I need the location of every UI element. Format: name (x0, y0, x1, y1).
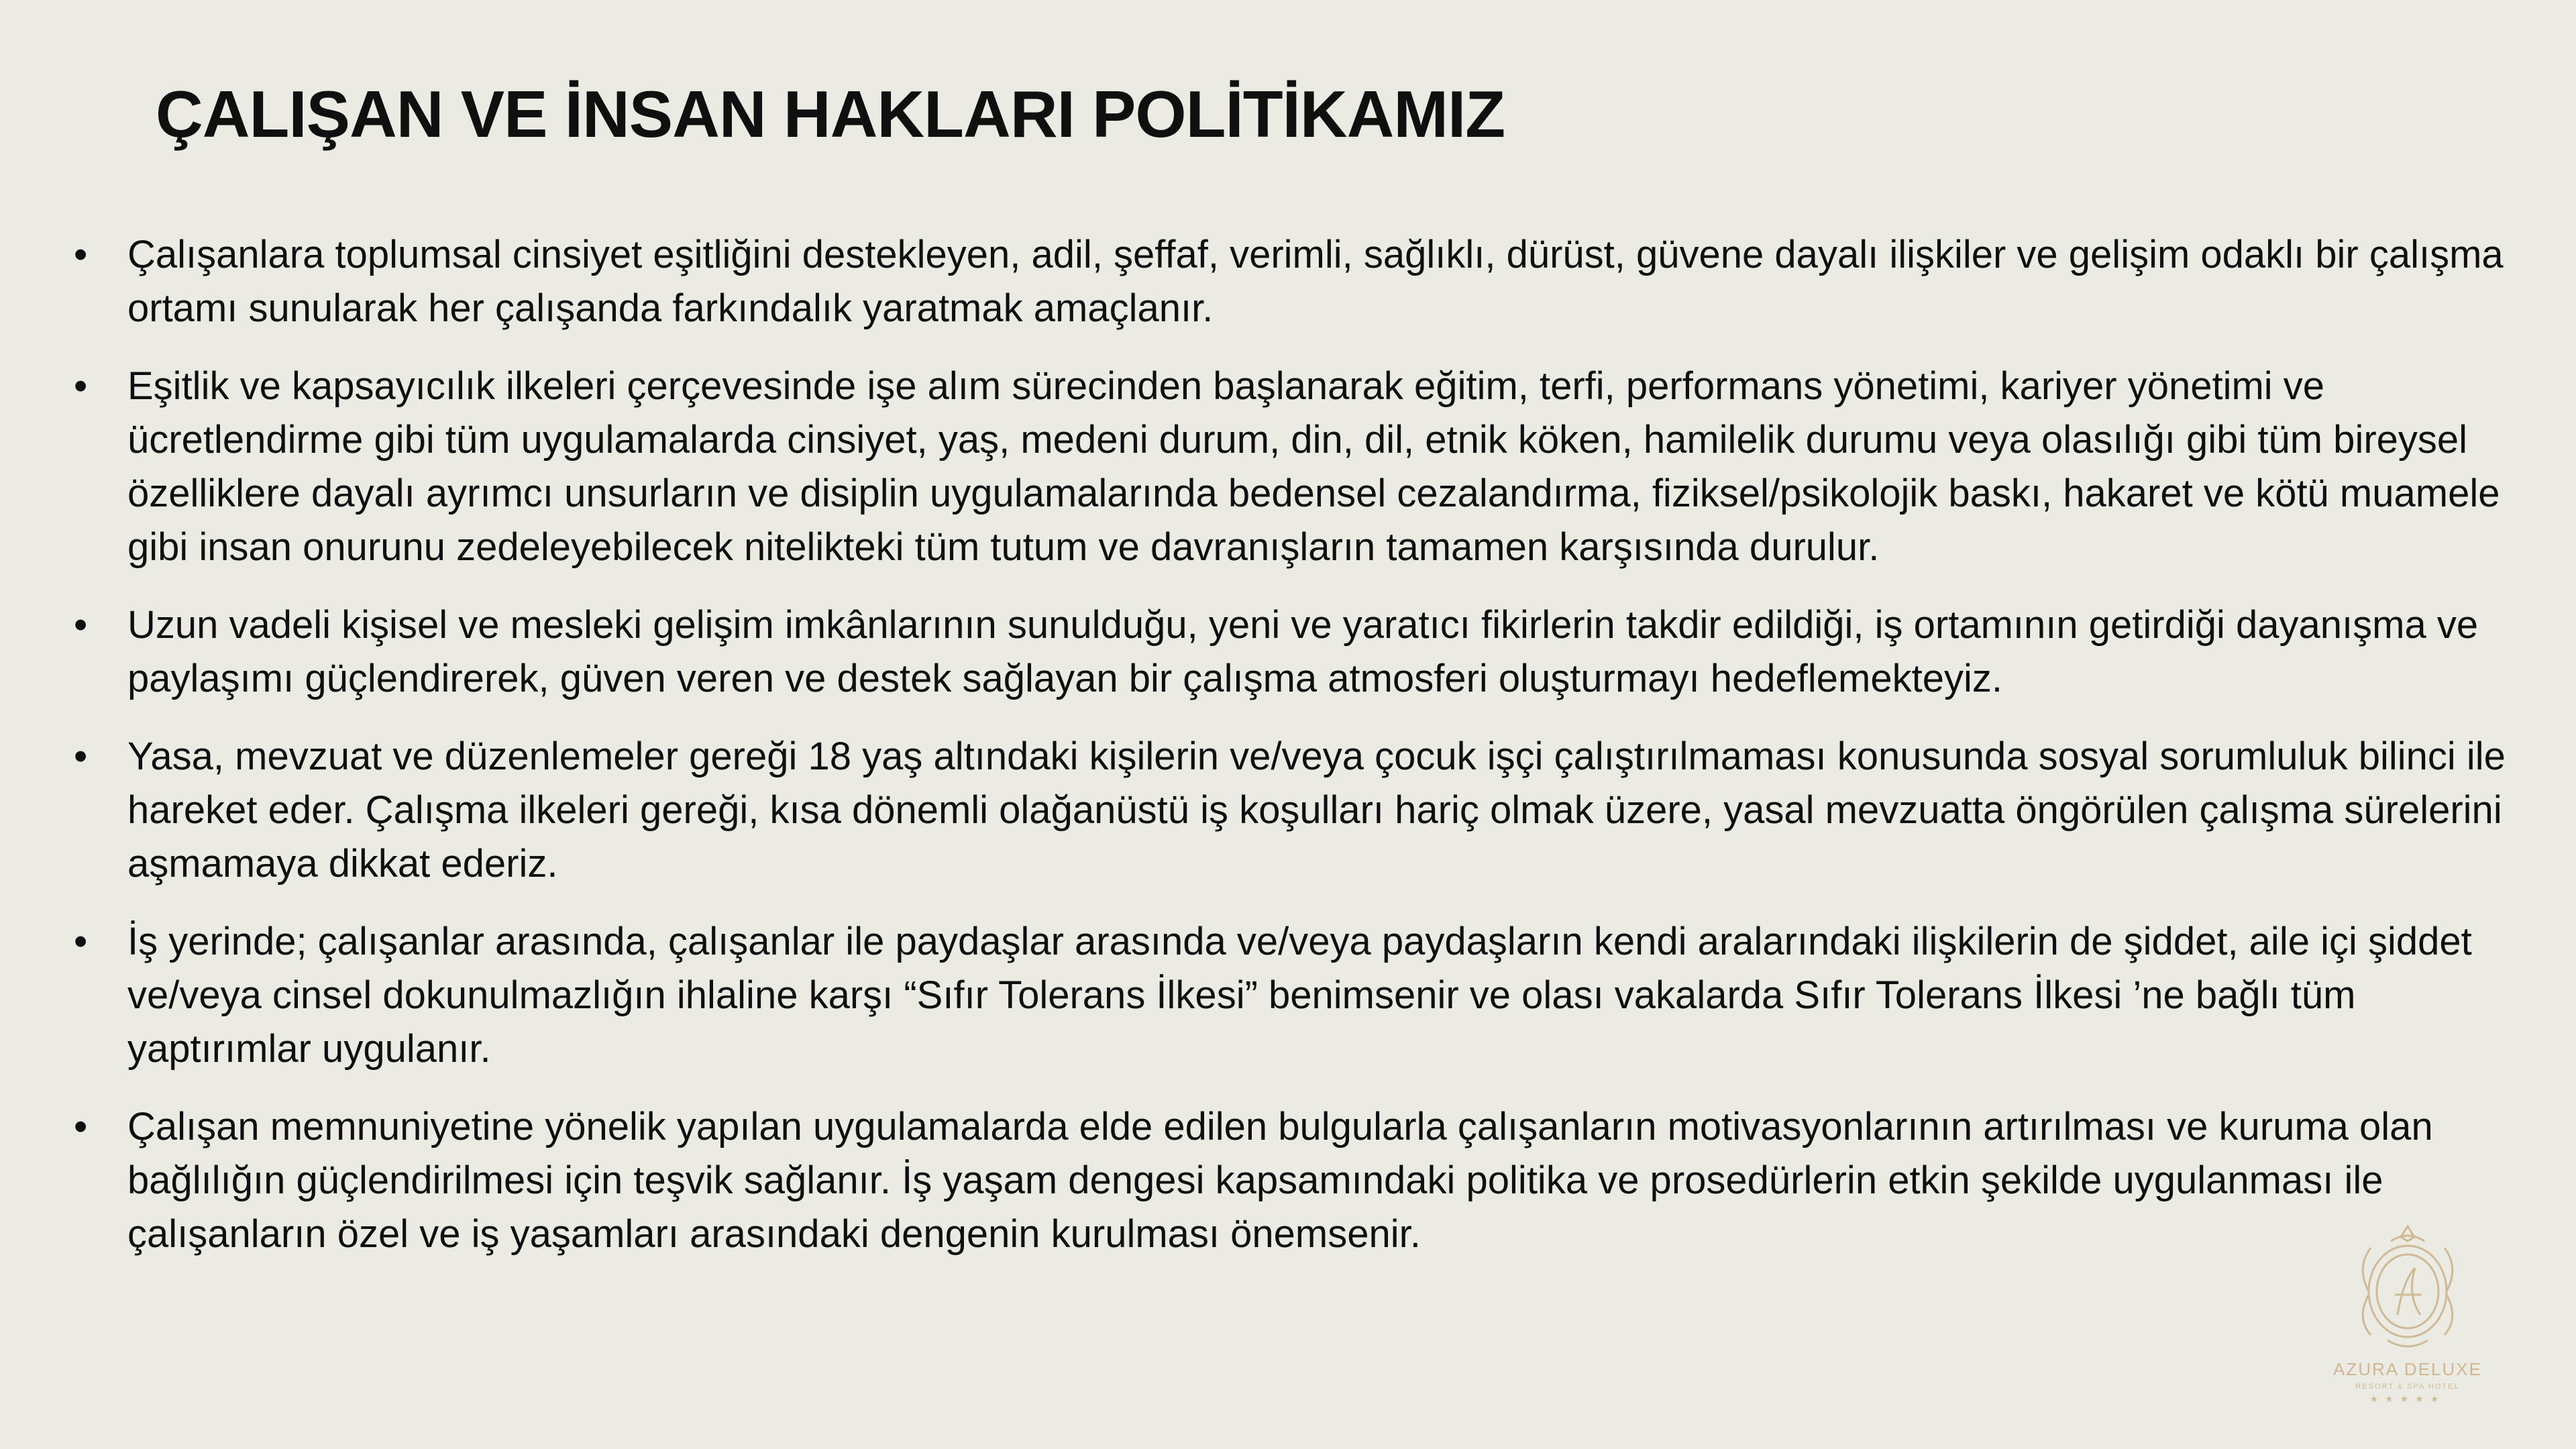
bullet-icon: • (74, 233, 88, 276)
bullet-icon: • (74, 603, 88, 647)
bullet-text: Çalışanlara toplumsal cinsiyet eşitliğini destekleyen, adil, şeffaf, verimli, sağlıklı, dürüst, güvene dayalı ilişkiler ve gelişim odaklı bir çalışma ortamı sunularak her çalışanda farkındalık yaratmak amaçlanır. (127, 233, 2504, 330)
list-item (74, 598, 2516, 706)
logo-subtitle: RESORT & SPA HOTEL (2355, 1383, 2460, 1391)
list-item (74, 360, 2516, 574)
logo-wordmark: AZURA DELUXE (2333, 1359, 2482, 1379)
ornamental-crest-icon (2351, 1221, 2465, 1355)
list-item (74, 915, 2516, 1076)
logo-stars: ★★★★★ (2369, 1393, 2446, 1404)
list-item (74, 228, 2516, 335)
bullet-text: İş yerinde; çalışanlar arasında, çalışanlar ile paydaşlar arasında ve/veya paydaşların kendi aralarındaki ilişkilerin de şiddet, aile içi şiddet ve/veya cinsel dokunulmazlığın ihlaline karşı “Sıfır Tolerans İlkesi” benimsenir ve olası vakalarda Sıfır Tolerans İlkesi ’ne bağlı tüm yaptırımlar uygulanır. (127, 920, 2472, 1071)
page-title: ÇALIŞAN VE İNSAN HAKLARI POLİTİKAMIZ (156, 77, 1505, 151)
bullet-icon: • (74, 920, 88, 963)
bullet-icon: • (74, 364, 88, 408)
bullet-icon: • (74, 735, 88, 778)
brand-logo (2310, 1221, 2505, 1422)
bullet-text: Eşitlik ve kapsayıcılık ilkeleri çerçevesinde işe alım sürecinden başlanarak eğitim, terfi, performans yönetimi, kariyer yönetimi ve ücretlendirme gibi tüm uygulamalarda cinsiyet, yaş, medeni durum, din, dil, etnik köken, hamilelik durumu veya olasılığı gibi tüm bireysel özelliklere dayalı ayrımcı unsurların ve disiplin uygulamalarında bedensel cezalandırma, fiziksel/psikolojik baskı, hakaret ve kötü muamele gibi insan onurunu zedeleyebilecek nitelikteki tüm tutum ve davranışların tamamen karşısında durulur. (127, 364, 2500, 569)
bullet-list (74, 228, 2516, 1285)
list-item (74, 730, 2516, 891)
bullet-text: Yasa, mevzuat ve düzenlemeler gereği 18 yaş altındaki kişilerin ve/veya çocuk işçi çalıştırılmaması konusunda sosyal sorumluluk bilinci ile hareket eder. Çalışma ilkeleri gereği, kısa dönemli olağanüstü iş koşulları hariç olmak üzere, yasal mevzuatta öngörülen çalışma sürelerini aşmamaya dikkat ederiz. (127, 735, 2506, 885)
bullet-text: Çalışan memnuniyetine yönelik yapılan uygulamalarda elde edilen bulgularla çalışanların motivasyonlarının artırılması ve kuruma olan bağlılığın güçlendirilmesi için teşvik sağlanır. İş yaşam dengesi kapsamındaki politika ve prosedürlerin etkin şekilde uygulanması ile çalışanların özel ve iş yaşamları arasındaki dengenin kurulması önemsenir. (127, 1105, 2433, 1256)
bullet-text: Uzun vadeli kişisel ve mesleki gelişim imkânlarının sunulduğu, yeni ve yaratıcı fikirlerin takdir edildiği, iş ortamının getirdiği dayanışma ve paylaşımı güçlendirerek, güven veren ve destek sağlayan bir çalışma atmosferi oluşturmayı hedeflemekteyiz. (127, 603, 2479, 700)
bullet-icon: • (74, 1105, 88, 1148)
list-item (74, 1100, 2516, 1261)
